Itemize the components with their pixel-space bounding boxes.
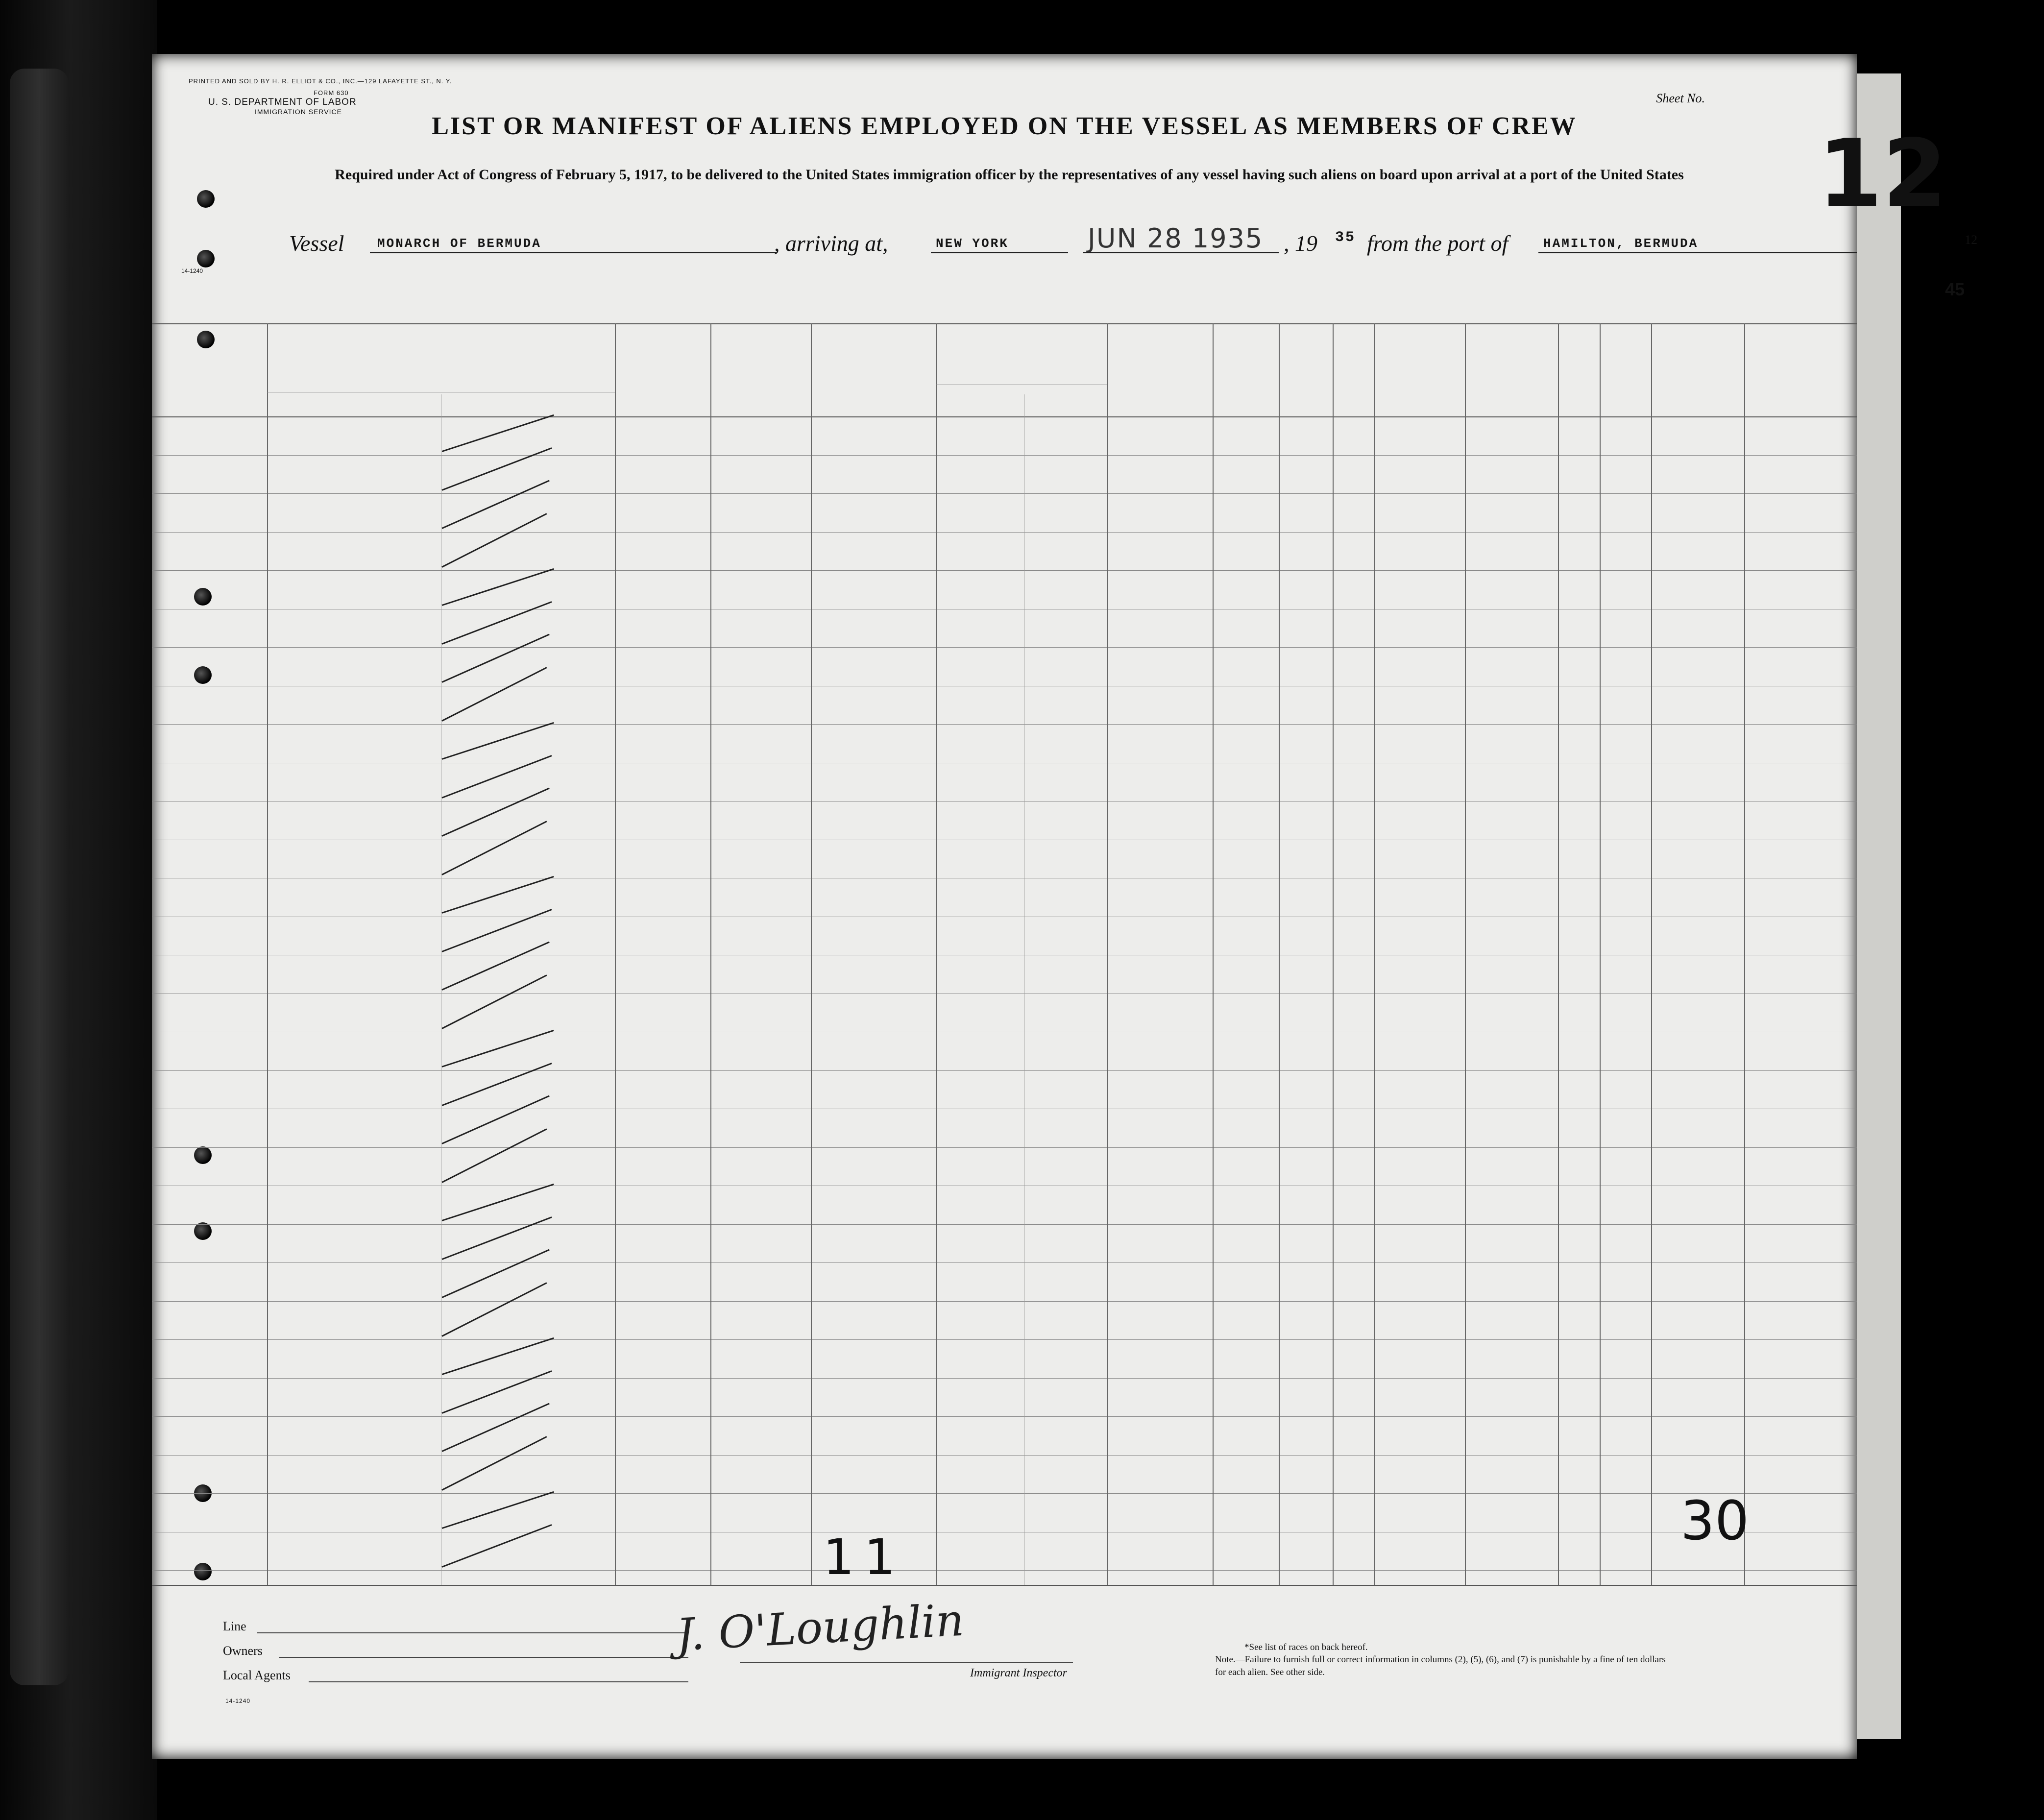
check-mark (441, 1216, 552, 1260)
table-bottom-border (152, 1585, 1857, 1586)
check-mark (441, 634, 549, 683)
signature-line (740, 1662, 1073, 1663)
row-rule (152, 1339, 1857, 1340)
agents-field (309, 1681, 688, 1682)
inspector-label: Immigrant Inspector (970, 1667, 1067, 1679)
column-rule (1374, 323, 1375, 1585)
sheet-number: 12 (1818, 120, 1947, 228)
column-rule (1465, 323, 1466, 1585)
next-page-edge (1857, 73, 1901, 1739)
owners-field (279, 1657, 688, 1658)
column-rule (615, 323, 616, 1585)
check-mark (442, 1337, 554, 1375)
binder-strip (10, 69, 69, 1685)
column-rule (1107, 323, 1108, 1585)
vessel-underline (370, 252, 777, 253)
check-mark (441, 755, 552, 799)
year-prefix: , 19 (1284, 231, 1317, 256)
column-rule (1213, 323, 1214, 1585)
port-underline (1538, 252, 1857, 253)
vessel-name: MONARCH OF BERMUDA (377, 236, 541, 251)
punch-hole (194, 1222, 212, 1240)
check-mark (441, 447, 552, 491)
check-mark (442, 1030, 554, 1068)
service: IMMIGRATION SERVICE (255, 108, 342, 116)
check-mark (441, 1063, 552, 1106)
agents-label: Local Agents (223, 1668, 291, 1682)
footer-form-code: 14-1240 (225, 1698, 251, 1704)
column-rule (267, 323, 268, 1585)
date-underline (1083, 252, 1279, 253)
sheet-label: Sheet No. (1656, 91, 1705, 105)
row-rule (152, 1378, 1857, 1379)
header-bottom-border (152, 416, 1857, 417)
row-rule (152, 1570, 1857, 1571)
column-rule (1279, 323, 1280, 1585)
row-rule (152, 1262, 1857, 1263)
row-rule (152, 1493, 1857, 1494)
form-number: FORM 630 (314, 89, 349, 97)
row-rule (152, 647, 1857, 648)
punch-hole (194, 588, 212, 606)
vessel-label: Vessel (289, 231, 344, 256)
manifest-page (152, 54, 1977, 1759)
year-suffix: 35 (1335, 229, 1356, 246)
line-label: Line (223, 1619, 246, 1633)
sheet-sub-number: 12 (1965, 233, 1977, 247)
page-number: 45 (1945, 279, 1965, 299)
check-mark (442, 876, 554, 914)
check-mark (442, 414, 554, 452)
row-rule (152, 724, 1857, 725)
check-mark (441, 480, 549, 529)
department: U. S. DEPARTMENT OF LABOR (208, 97, 357, 107)
departure-port: HAMILTON, BERMUDA (1543, 236, 1699, 251)
row-rule (152, 1301, 1857, 1302)
check-mark (441, 909, 552, 952)
arrival-port: NEW YORK (936, 236, 1009, 251)
check-mark (441, 942, 549, 991)
check-mark (441, 788, 549, 837)
column-rule (1600, 323, 1601, 1585)
punch-hole (197, 331, 215, 348)
column-rule (1651, 323, 1652, 1585)
page-title: LIST OR MANIFEST OF ALIENS EMPLOYED ON THE VESSEL AS MEMBERS OF CREW (432, 112, 1577, 140)
inspector-signature: J. O'Loughlin (675, 1594, 966, 1661)
column-rule (811, 323, 812, 1585)
owners-label: Owners (223, 1644, 263, 1658)
check-mark (441, 1524, 552, 1568)
date-stamp: JUN 28 1935 (1088, 223, 1264, 254)
column-rule (710, 323, 711, 1585)
arriving-label: , arriving at, (774, 231, 888, 256)
vessel-line (152, 223, 1857, 265)
check-mark (441, 1403, 549, 1452)
page-subtitle: Required under Act of Congress of February 5, 1917, to be delivered to the United States immigration officer by the representatives of any vessel having such aliens on board upon arrival at a port of the United States (335, 167, 1684, 183)
row-rule (152, 493, 1857, 494)
check-mark (442, 1491, 554, 1529)
check-mark (441, 601, 552, 645)
row-rule (152, 1070, 1857, 1071)
punch-hole (194, 1563, 212, 1580)
penalty-note: Note.—Failure to furnish full or correct information in columns (2), (5), (6), and (7) is punishable by a fine of ten dollars for each alien. See other side. (1215, 1654, 1666, 1677)
column-rule (1744, 323, 1745, 1585)
column-rule (1333, 323, 1334, 1585)
port-label: from the port of (1367, 231, 1509, 256)
column-rule (936, 323, 937, 1585)
total-count: 30 (1680, 1489, 1749, 1552)
column-rule (1558, 323, 1559, 1585)
row-rule (152, 1455, 1857, 1456)
check-mark (442, 568, 554, 606)
arrival-underline (931, 252, 1068, 253)
check-mark (441, 1095, 549, 1144)
race-note: *See list of races on back hereof. (1244, 1642, 1368, 1652)
check-mark (441, 1370, 552, 1414)
check-mark (442, 1184, 554, 1221)
row-rule (152, 1147, 1857, 1148)
tally-mark: 11 (823, 1529, 905, 1586)
punch-hole (194, 666, 212, 684)
check-mark (442, 722, 554, 760)
line-field (257, 1632, 688, 1633)
row-rule (152, 1416, 1857, 1417)
row-rule (152, 1224, 1857, 1225)
row-rule (152, 570, 1857, 571)
punch-hole (197, 190, 215, 208)
row-rule (152, 455, 1857, 456)
printer-credit: PRINTED AND SOLD BY H. R. ELLIOT & CO., INC.—129 LAFAYETTE ST., N. Y. (189, 77, 452, 85)
table-top-border (152, 323, 1857, 324)
row-rule (152, 532, 1857, 533)
check-mark (441, 1249, 549, 1298)
punch-hole (194, 1146, 212, 1164)
form-code: 14-1240 (181, 267, 203, 274)
